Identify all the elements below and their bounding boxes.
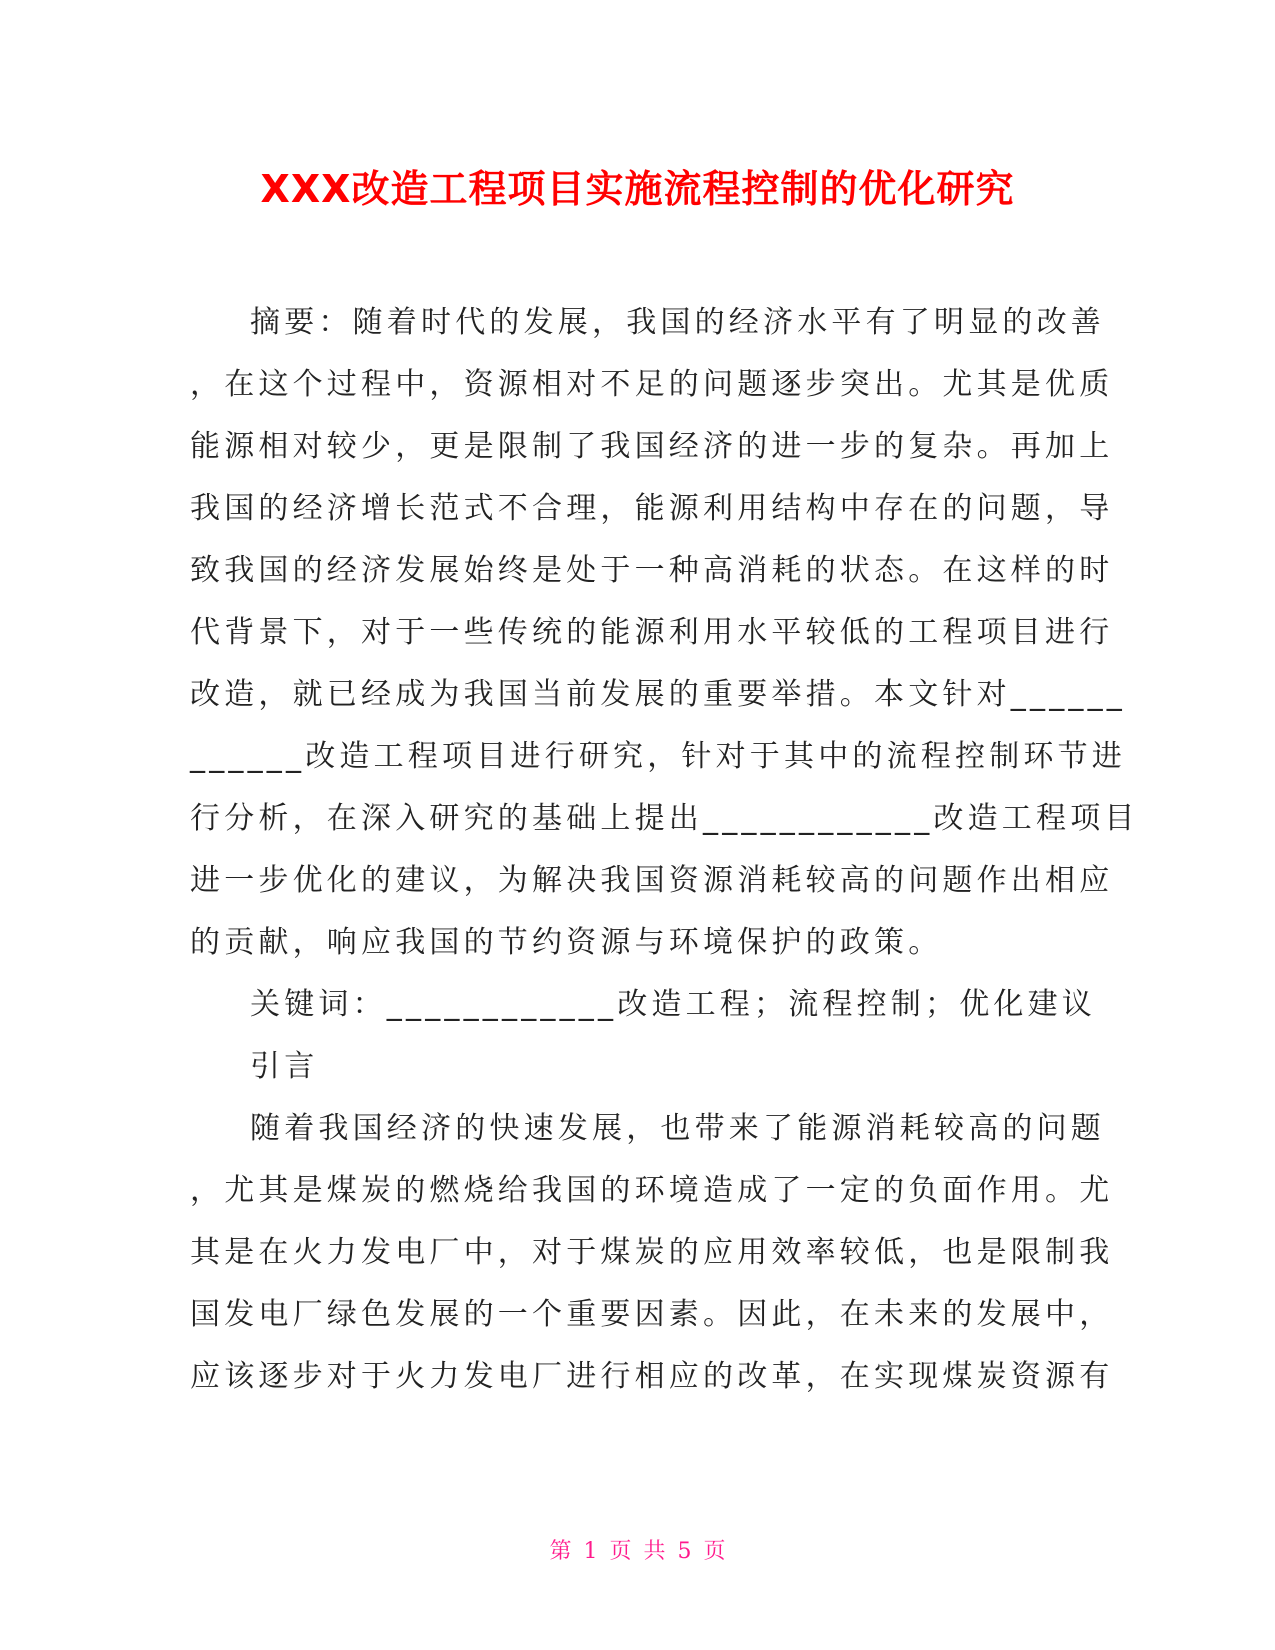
paragraph-line: 致我国的经济发展始终是处于一种高消耗的状态。在这样的时 bbox=[190, 553, 1114, 588]
paragraph-line-intro-start: 随着我国经济的快速发展，也带来了能源消耗较高的问题 bbox=[250, 1111, 1105, 1146]
keywords-line: 关键词：____________改造工程；流程控制；优化建议 bbox=[250, 987, 1096, 1022]
paragraph-line: 进一步优化的建议，为解决我国资源消耗较高的问题作出相应 bbox=[190, 863, 1114, 898]
footer-page-unit: 页 bbox=[609, 1539, 632, 1564]
paragraph-line: 改造，就已经成为我国当前发展的重要举措。本文针对______ bbox=[190, 677, 1126, 712]
document-title: XXX改造工程项目实施流程控制的优化研究 bbox=[260, 167, 1015, 211]
section-heading-introduction: 引言 bbox=[250, 1049, 319, 1084]
footer-page-total: 5 bbox=[677, 1539, 692, 1564]
page-footer bbox=[0, 1534, 1275, 1565]
paragraph-line: 应该逐步对于火力发电厂进行相应的改革，在实现煤炭资源有 bbox=[190, 1359, 1114, 1394]
paragraph-line: ，尤其是煤炭的燃烧给我国的环境造成了一定的负面作用。尤 bbox=[190, 1173, 1114, 1208]
paragraph-line: ，在这个过程中，资源相对不足的问题逐步突出。尤其是优质 bbox=[190, 367, 1114, 402]
paragraph-line: 国发电厂绿色发展的一个重要因素。因此，在未来的发展中， bbox=[190, 1297, 1114, 1332]
paragraph-line: 其是在火力发电厂中，对于煤炭的应用效率较低，也是限制我 bbox=[190, 1235, 1114, 1270]
footer-total-unit: 页 bbox=[703, 1539, 726, 1564]
footer-page-label: 第 bbox=[549, 1539, 572, 1564]
paragraph-line: ______改造工程项目进行研究，针对于其中的流程控制环节进 bbox=[190, 739, 1126, 774]
paragraph-line: 我国的经济增长范式不合理，能源利用结构中存在的问题，导 bbox=[190, 491, 1114, 526]
footer-page-current: 1 bbox=[583, 1539, 598, 1564]
paragraph-line: 代背景下，对于一些传统的能源利用水平较低的工程项目进行 bbox=[190, 615, 1114, 650]
paragraph-line-abstract-start: 摘要：随着时代的发展，我国的经济水平有了明显的改善 bbox=[250, 305, 1105, 340]
paragraph-line: 行分析，在深入研究的基础上提出____________改造工程项目 bbox=[190, 801, 1139, 836]
paragraph-line: 的贡献，响应我国的节约资源与环境保护的政策。 bbox=[190, 925, 943, 960]
footer-total-label: 共 bbox=[643, 1539, 666, 1564]
paragraph-line: 能源相对较少，更是限制了我国经济的进一步的复杂。再加上 bbox=[190, 429, 1114, 464]
document-body bbox=[190, 292, 1139, 1408]
